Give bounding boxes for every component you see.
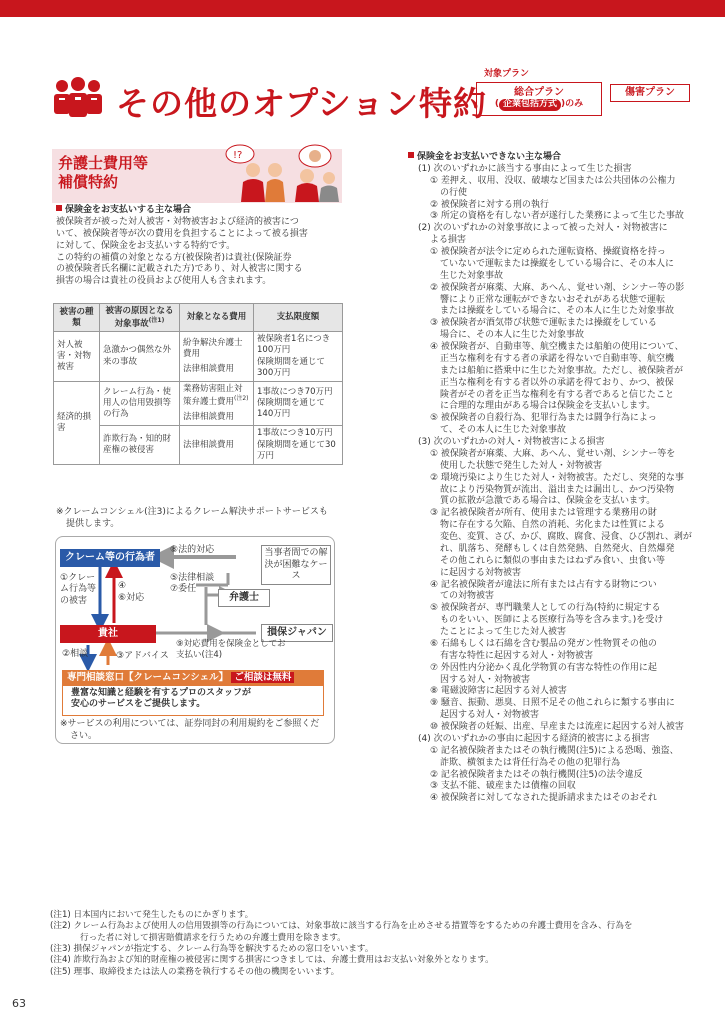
exclusion-line: または操縦をしている場合に、その本人に生じた対象事故: [440, 306, 675, 317]
free-badge: ご相談は無料: [231, 672, 294, 683]
footnote: (注3) 損保ジャパンが指定する、クレーム行為等を解決するための窓口をいいます。: [50, 944, 374, 955]
consult-desk-box: [62, 670, 324, 716]
footnote: (注1) 日本国内において発生したものにかぎります。: [50, 910, 254, 920]
company-box: 貴社: [60, 625, 156, 643]
footnotes: [50, 910, 700, 978]
exclusion-line: ⑤ 被保険者が、専門職業人としての行為(特約に規定する: [430, 603, 661, 614]
footnote: 行った者に対して損害賠償請求を行うための弁護士費用を除きます。: [80, 932, 346, 943]
exclusion-line: (1) 次のいずれかに該当する事由によって生じた損害: [418, 163, 632, 174]
cell-cause: 詐欺行為・知的財産権の被侵害: [100, 426, 180, 465]
step4-label: ④: [118, 581, 127, 591]
cell-limit: 被保険者1名につき100万円 保険期間を通じて300万円: [254, 332, 343, 382]
exclusion-line: よる損害: [430, 235, 467, 246]
step1-label: ①クレーム行為等の被害: [60, 573, 97, 606]
exclusion-line: (3) 次のいずれかの対人・対物被害による損害: [418, 437, 605, 447]
step6-label: ⑥対応: [118, 593, 145, 603]
cell-cost: 業務妨害阻止対策弁護士費用$^{(注2)}$ 法律相談費用: [180, 381, 254, 425]
exclusion-line: (4) 次のいずれかの事由に起因する経済的被害による損害: [418, 733, 650, 744]
cell-cause: クレーム行為・使用人の信用毀損等の行為: [100, 381, 180, 425]
page-number: 63: [12, 997, 26, 1010]
plan-box-injury: 傷害プラン: [610, 84, 690, 102]
page-title: その他のオプション特約: [116, 84, 488, 123]
pay-line: 損害の場合は貴社の役員および使用人も含まれます。: [56, 276, 272, 287]
exclusions-section: [408, 152, 698, 805]
exclusion-line: 正当な権利を有する者以外の承諾を得ており、かつ、被保: [440, 377, 674, 388]
exclusion-line: ていないで運転または操縦をしている場合に、その本人に: [440, 258, 675, 269]
claimant-box: クレーム等の行為者: [60, 549, 160, 567]
lawyer-consult-illustration: [215, 140, 343, 202]
cell-limit: 1事故につき70万円 保険期間を通じて140万円: [254, 381, 343, 425]
desk-title: 専門相談窓口【クレームコンシェル】 ご相談は無料: [63, 671, 323, 686]
exclusion-line: ① 被保険者が麻薬、大麻、あへん、覚せい剤、シンナー等を: [430, 448, 676, 459]
exclusion-line: ものをいい、医師による医療行為等を含みます。)を受け: [440, 615, 664, 626]
exclusion-line: (2) 次のいずれかの対象事故によって被った対人・対物被害に: [418, 223, 668, 234]
pay-line: いて、被保険者等が次の費用を負担することによって被る損害: [56, 228, 308, 239]
exclusion-line: 質の拡散が急激である場合は、保険金を支払います。: [440, 496, 656, 507]
exclusion-line: ⑩ 被保険者の妊娠、出産、早産または流産に起因する対人被害: [430, 722, 684, 732]
exclusion-line: ④ 記名被保険者が違法に所有または占有する財物につい: [430, 579, 657, 590]
claim-flow-diagram: [55, 536, 335, 744]
step9-label: ⑨対応費用を保険金としてお支払い(注4): [176, 639, 286, 660]
exclusion-line: ⑨ 騒音、振動、悪臭、日照不足その他これらに類する事由に: [430, 698, 675, 709]
payment-section: [56, 205, 344, 288]
exclusion-line: て、その本人に生じた対象事故: [440, 425, 566, 436]
table-header-row: [54, 304, 343, 332]
people-icon: [50, 75, 106, 123]
exclusion-line: 正当な権利を有する者の承諾を得ないで自動車等、航空機: [440, 353, 675, 364]
exclusion-line: ② 環境汚染により生じた対人・対物被害。ただし、突発的な事: [430, 472, 684, 483]
pay-line: この特約の補償の対象となる方(被保険者)は貴社(保険証券: [56, 252, 292, 263]
exclusion-line: ② 被保険者に対する刑の執行: [430, 199, 549, 210]
coverage-table: [53, 303, 343, 465]
exclusion-line: に合理的な理由がある場合は保険金を支払いします。: [440, 401, 656, 412]
exclusion-line: の行使: [440, 187, 468, 198]
exclusion-line: 生じた対象事故: [440, 270, 504, 281]
exclusion-line: 使用した状態で発生した対人・対物被害: [440, 460, 603, 471]
cell-cost: 法律相談費用: [180, 426, 254, 465]
table-row: [54, 332, 343, 382]
terms-note: ※サービスの利用については、証券同封の利用規約をご参照くだ さい。: [60, 719, 320, 741]
hard-case-box: 当事者間での解決が困難なケース: [261, 545, 331, 585]
step2-label: ②相談: [62, 649, 89, 659]
exclusion-line: ② 被保険者が麻薬、大麻、あへん、覚せい剤、シンナー等の影: [430, 282, 685, 293]
step5-7-label: ⑤法律相談 ⑦委任: [170, 573, 215, 595]
exclusion-line: 変色、変質、さび、かび、腐敗、腐食、浸食、ひび割れ、剥が: [440, 532, 692, 542]
plan-pill: 企業包括方式: [499, 99, 561, 111]
exclusion-line: 起因する対人・対物被害: [440, 710, 540, 721]
exclusion-line: ② 記名被保険者またはその執行機関(注5)の法令違反: [430, 769, 643, 780]
exclusion-line: 険者がその者を正当な権利を有する者であると信じたこと: [440, 389, 675, 400]
exclusion-line: ① 記名被保険者またはその執行機関(注5)による恐喝、強盗、: [430, 745, 679, 756]
exclusion-line: たことによって生じた対人被害: [440, 627, 567, 637]
lawyer-box: 弁護士: [218, 589, 270, 607]
footnote: (注2) クレーム行為および使用人の信用毀損等の行為については、対象事故に該当する行為を止めさせる措置等をするための弁護士費用を含み、行為を: [50, 921, 633, 932]
insurer-box: 損保ジャパン: [261, 624, 333, 642]
exclusion-line: ③ 所定の資格を有しない者が遂行した業務によって生じた事故: [430, 211, 684, 222]
exclusion-line: ⑧ 電磁波障害に起因する対人被害: [430, 686, 567, 697]
desk-desc: 豊富な知識と経験を有するプロのスタッフが 安心のサービスをご提供します。: [71, 687, 252, 710]
footnote: (注4) 詐欺行為および知的財産権の被侵害に関する損害につきましては、弁護士費用はお支払い対象外となります。: [50, 955, 494, 966]
exclusion-line: ⑥ 石綿もしくは石綿を含む製品の発ガン性物質その他の: [430, 638, 657, 649]
plan-label: 対象プラン: [484, 69, 530, 79]
th-limit: 支払限度額: [254, 304, 343, 332]
exclusion-line: 場合に、その本人に生じた対象事故: [440, 330, 585, 341]
svg-text:!?: !?: [233, 150, 243, 161]
pay-line: に対して、保険金をお支払いする特約です。: [56, 240, 236, 251]
exclusion-line: ④ 被保険者に対してなされた提訴請求またはそのおそれ: [430, 793, 657, 804]
exclusions-heading: 保険金をお支払いできない主な場合: [408, 152, 698, 164]
top-red-bar: [0, 0, 725, 17]
pay-heading: 保険金をお支払いする主な場合: [56, 205, 344, 217]
plan-suffix: のみ: [565, 99, 584, 110]
pay-line: の被保険者氏名欄に記載された方)であり、対人被害に関する: [56, 264, 303, 275]
exclusion-line: ① 被保険者が法令に定められた運転資格、操縦資格を持っ: [430, 247, 666, 257]
exclusion-line: 有害な特性に起因する対人・対物被害: [440, 650, 594, 661]
cell-kind: 経済的損害: [54, 381, 100, 464]
exclusion-line: 詐欺、横領または背任行為その他の犯罪行為: [440, 757, 621, 768]
exclusion-line: ③ 被保険者が酒気帯び状態で運転または操縦をしている: [430, 318, 657, 329]
cell-cause: 急激かつ偶然な外来の事故: [100, 332, 180, 382]
table-row: [54, 381, 343, 425]
step8-label: ⑧法的対応: [170, 545, 215, 555]
plan-box-general: 総合プラン ( 企業包括方式 )のみ: [476, 82, 602, 116]
th-cost: 対象となる費用: [180, 304, 254, 332]
exclusion-line: その他これらに類似の事由またはねずみ食い、虫食い等: [440, 555, 666, 566]
th-cause: 被害の原因となる対象事故$^{(注1)}$: [100, 304, 180, 332]
exclusion-line: 物に存在する欠陥、自然の消耗、劣化または性質による: [440, 520, 666, 531]
section-title: 弁護士費用等 補償特約: [58, 154, 149, 191]
exclusion-line: れ、肌落ち、発酵もしくは自然発熱、自然発火、自然爆発: [440, 543, 675, 554]
th-kind: 被害の種類: [54, 304, 100, 332]
service-note: ※クレームコンシェル(注3)によるクレーム解決サポートサービスも 提供します。: [56, 507, 328, 529]
step3-label: ③アドバイス: [116, 651, 169, 661]
exclusions-list: [408, 164, 698, 805]
exclusion-line: または船舶に搭乗中に生じた対象事故。ただし、被保険者が: [440, 365, 684, 376]
plan-name: 総合プラン: [514, 87, 564, 98]
exclusion-line: ⑦ 外因性内分泌かく乱化学物質の有害な特性の作用に起: [430, 662, 657, 673]
exclusion-line: 因する対人・対物被害: [440, 674, 531, 685]
exclusion-line: に起因する対物被害: [440, 567, 522, 578]
cell-cost: 紛争解決弁護士費用 法律相談費用: [180, 332, 254, 382]
exclusion-line: 故により汚染物質が流出、溢出または漏出し、かつ汚染物: [440, 484, 675, 495]
exclusion-line: ④ 被保険者が、自動車等、航空機または船舶の使用について、: [430, 342, 684, 352]
pay-line: 被保険者が被った対人被害・対物被害および経済的被害につ: [56, 216, 299, 227]
footnote: (注5) 理事、取締役または法人の業務を執行するその他の機関をいいます。: [50, 966, 340, 977]
cell-limit: 1事故につき10万円 保険期間を通じて30万円: [254, 426, 343, 465]
exclusion-line: ① 差押え、収用、没収、破壊など国または公共団体の公権力: [430, 175, 676, 186]
cell-kind: 対人被害・対物被害: [54, 332, 100, 382]
exclusion-line: ての対物被害: [440, 591, 495, 602]
exclusion-line: ③ 支払不能、破産または債権の回収: [430, 781, 576, 792]
exclusion-line: ⑤ 被保険者の自殺行為、犯罪行為または闘争行為によっ: [430, 413, 657, 424]
exclusion-line: 響により正常な運転ができないおそれがある状態で運転: [440, 294, 666, 305]
exclusion-line: ③ 記名被保険者が所有、使用または管理する業務用の財: [430, 508, 657, 519]
